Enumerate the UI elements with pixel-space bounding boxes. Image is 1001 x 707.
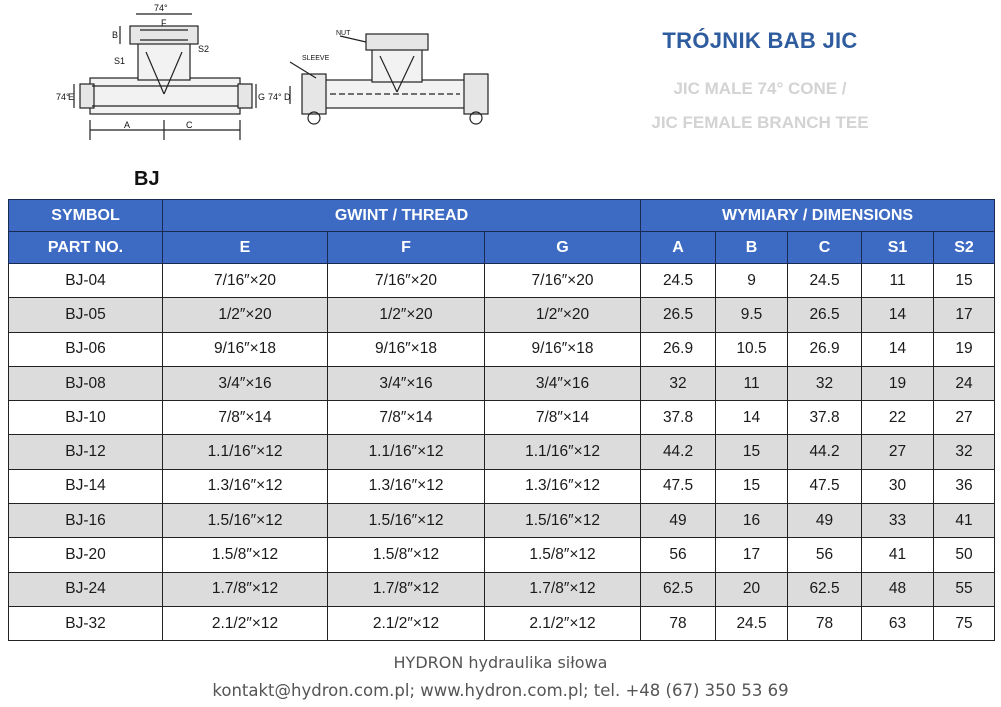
cell-thread-g: 1.3/16″×12: [485, 469, 641, 503]
e-label: E: [68, 92, 75, 102]
cell-thread-f: 7/8″×14: [328, 401, 485, 435]
header-dimensions: WYMIARY / DIMENSIONS: [641, 200, 995, 232]
table-row: [9, 401, 995, 435]
header-row-1: [9, 200, 995, 232]
cell-thread-e: 1.5/16″×12: [163, 504, 328, 538]
cell-thread-f: 1.7/8″×12: [328, 572, 485, 606]
cell-thread-g: 1.5/8″×12: [485, 538, 641, 572]
cell-dim-s2: 32: [934, 435, 995, 469]
cell-dim-a: 47.5: [641, 469, 716, 503]
cell-part-no: BJ-06: [9, 332, 163, 366]
cell-thread-e: 9/16″×18: [163, 332, 328, 366]
cell-dim-s2: 17: [934, 298, 995, 332]
b-label: B: [112, 30, 119, 40]
cell-dim-b: 9.5: [716, 298, 788, 332]
table-row: [9, 538, 995, 572]
cell-dim-b: 14: [716, 401, 788, 435]
cell-dim-a: 49: [641, 504, 716, 538]
cell-dim-s2: 36: [934, 469, 995, 503]
cell-part-no: BJ-04: [9, 264, 163, 298]
cell-thread-g: 1/2″×20: [485, 298, 641, 332]
cell-dim-a: 32: [641, 366, 716, 400]
cell-thread-g: 1.1/16″×12: [485, 435, 641, 469]
cell-dim-s1: 14: [862, 298, 934, 332]
cell-thread-f: 9/16″×18: [328, 332, 485, 366]
product-title-block: [600, 28, 920, 140]
cell-thread-g: 1.7/8″×12: [485, 572, 641, 606]
cell-part-no: BJ-10: [9, 401, 163, 435]
product-subtitle: [600, 72, 920, 140]
header-e: E: [163, 232, 328, 264]
cell-dim-s2: 19: [934, 332, 995, 366]
cell-dim-a: 26.5: [641, 298, 716, 332]
nut-label: NUT: [336, 30, 351, 37]
cell-dim-a: 78: [641, 606, 716, 640]
cell-dim-s1: 11: [862, 264, 934, 298]
cell-dim-b: 20: [716, 572, 788, 606]
header-part-no: PART NO.: [9, 232, 163, 264]
cell-part-no: BJ-32: [9, 606, 163, 640]
c-label: C: [186, 120, 193, 130]
cell-dim-c: 26.9: [788, 332, 862, 366]
cell-part-no: BJ-14: [9, 469, 163, 503]
cell-dim-s1: 63: [862, 606, 934, 640]
cell-dim-a: 44.2: [641, 435, 716, 469]
header-c: C: [788, 232, 862, 264]
angle-label: 74°: [56, 92, 70, 102]
cell-dim-c: 24.5: [788, 264, 862, 298]
s2-label: S2: [198, 44, 210, 54]
cell-thread-e: 1.5/8″×12: [163, 538, 328, 572]
table-row: [9, 469, 995, 503]
cell-part-no: BJ-12: [9, 435, 163, 469]
cell-dim-c: 56: [788, 538, 862, 572]
footer-contact: kontakt@hydron.com.pl; www.hydron.com.pl; tel. +48 (67) 350 53 69: [212, 681, 789, 700]
product-subtitle-line1: JIC MALE 74° CONE /: [673, 79, 847, 98]
cell-dim-b: 11: [716, 366, 788, 400]
header-row-2: [9, 232, 995, 264]
cell-thread-e: 7/8″×14: [163, 401, 328, 435]
cell-dim-s1: 14: [862, 332, 934, 366]
cell-thread-e: 1/2″×20: [163, 298, 328, 332]
table-row: [9, 572, 995, 606]
header-f: F: [328, 232, 485, 264]
footer-company: HYDRON hydraulika siłowa: [393, 653, 608, 672]
cell-dim-c: 49: [788, 504, 862, 538]
cell-dim-s1: 48: [862, 572, 934, 606]
cell-part-no: BJ-24: [9, 572, 163, 606]
cell-dim-s1: 22: [862, 401, 934, 435]
cell-part-no: BJ-05: [9, 298, 163, 332]
cell-thread-f: 3/4″×16: [328, 366, 485, 400]
angle-label: 74°: [154, 3, 168, 13]
cell-dim-b: 15: [716, 435, 788, 469]
cell-dim-a: 37.8: [641, 401, 716, 435]
cell-part-no: BJ-16: [9, 504, 163, 538]
header-a: A: [641, 232, 716, 264]
cell-dim-a: 56: [641, 538, 716, 572]
cell-dim-c: 32: [788, 366, 862, 400]
dimension-drawing: [74, 14, 256, 140]
header-thread: GWINT / THREAD: [163, 200, 641, 232]
header-g: G: [485, 232, 641, 264]
cell-dim-c: 37.8: [788, 401, 862, 435]
cell-dim-s2: 24: [934, 366, 995, 400]
cell-thread-e: 7/16″×20: [163, 264, 328, 298]
cell-thread-f: 1/2″×20: [328, 298, 485, 332]
product-subtitle-line2: JIC FEMALE BRANCH TEE: [651, 113, 869, 132]
cell-dim-b: 16: [716, 504, 788, 538]
cell-dim-a: 26.9: [641, 332, 716, 366]
cell-dim-b: 17: [716, 538, 788, 572]
cell-thread-g: 7/16″×20: [485, 264, 641, 298]
cell-dim-s2: 41: [934, 504, 995, 538]
fitting-drawings: [40, 0, 520, 160]
d-label: D: [284, 92, 291, 102]
cell-dim-s2: 55: [934, 572, 995, 606]
cell-thread-e: 1.7/8″×12: [163, 572, 328, 606]
cell-thread-f: 1.5/8″×12: [328, 538, 485, 572]
cell-dim-c: 26.5: [788, 298, 862, 332]
cell-dim-s1: 27: [862, 435, 934, 469]
product-title: TRÓJNIK BAB JIC: [662, 28, 858, 53]
table-row: [9, 264, 995, 298]
sleeve-label: SLEEVE: [302, 55, 330, 62]
cell-thread-e: 3/4″×16: [163, 366, 328, 400]
cell-dim-c: 44.2: [788, 435, 862, 469]
cell-thread-f: 2.1/2″×12: [328, 606, 485, 640]
cell-dim-s2: 75: [934, 606, 995, 640]
cell-dim-s2: 15: [934, 264, 995, 298]
cell-thread-e: 2.1/2″×12: [163, 606, 328, 640]
cell-thread-g: 2.1/2″×12: [485, 606, 641, 640]
cell-thread-g: 1.5/16″×12: [485, 504, 641, 538]
cell-dim-a: 62.5: [641, 572, 716, 606]
assembly-drawing: [290, 34, 488, 124]
table-row: [9, 366, 995, 400]
f-label: F: [161, 18, 167, 28]
cell-thread-g: 3/4″×16: [485, 366, 641, 400]
cell-thread-f: 1.5/16″×12: [328, 504, 485, 538]
table-row: [9, 298, 995, 332]
cell-dim-s1: 41: [862, 538, 934, 572]
cell-dim-s1: 30: [862, 469, 934, 503]
cell-thread-f: 7/16″×20: [328, 264, 485, 298]
table-row: [9, 504, 995, 538]
table-row: [9, 435, 995, 469]
header-s1: S1: [862, 232, 934, 264]
cell-thread-g: 9/16″×18: [485, 332, 641, 366]
cell-part-no: BJ-08: [9, 366, 163, 400]
cell-dim-a: 24.5: [641, 264, 716, 298]
cell-dim-s1: 33: [862, 504, 934, 538]
cell-thread-f: 1.3/16″×12: [328, 469, 485, 503]
cell-dim-b: 10.5: [716, 332, 788, 366]
cell-dim-c: 47.5: [788, 469, 862, 503]
cell-thread-g: 7/8″×14: [485, 401, 641, 435]
a-label: A: [124, 120, 131, 130]
cell-dim-c: 62.5: [788, 572, 862, 606]
table-body: [9, 264, 995, 641]
cell-dim-s1: 19: [862, 366, 934, 400]
angle-label: 74°: [268, 92, 282, 102]
header-symbol: SYMBOL: [9, 200, 163, 232]
table-row: [9, 606, 995, 640]
cell-dim-b: 9: [716, 264, 788, 298]
cell-thread-e: 1.1/16″×12: [163, 435, 328, 469]
cell-dim-s2: 27: [934, 401, 995, 435]
series-code: BJ: [134, 168, 160, 190]
cell-dim-b: 15: [716, 469, 788, 503]
specification-table: [8, 199, 995, 641]
header-b: B: [716, 232, 788, 264]
cell-thread-e: 1.3/16″×12: [163, 469, 328, 503]
header-s2: S2: [934, 232, 995, 264]
cell-dim-c: 78: [788, 606, 862, 640]
cell-dim-b: 24.5: [716, 606, 788, 640]
cell-thread-f: 1.1/16″×12: [328, 435, 485, 469]
table-row: [9, 332, 995, 366]
g-label: G: [258, 92, 266, 102]
cell-dim-s2: 50: [934, 538, 995, 572]
s1-label: S1: [114, 56, 126, 66]
cell-part-no: BJ-20: [9, 538, 163, 572]
